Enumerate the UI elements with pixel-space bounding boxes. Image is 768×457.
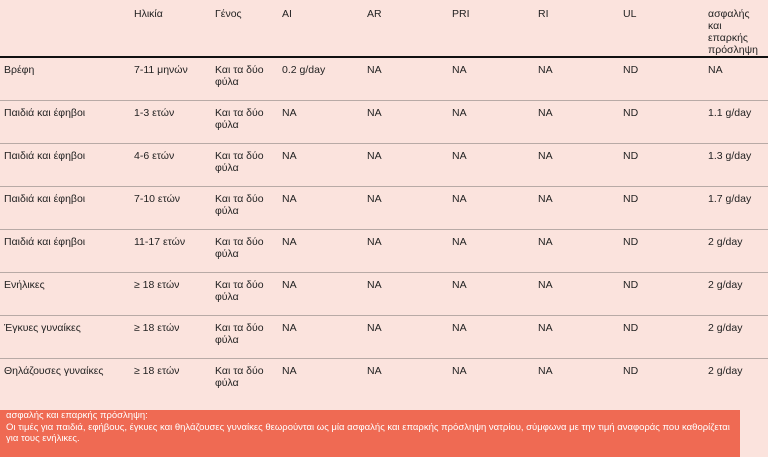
table-row [0, 272, 768, 315]
cell-pri: NA [452, 149, 467, 162]
table-row [0, 315, 768, 358]
cell-safe-intake: 2 g/day [708, 364, 743, 377]
cell-sex: Και τα δύο φύλα [215, 278, 264, 303]
cell-ul: ND [623, 235, 639, 248]
cell-ri: NA [538, 235, 553, 248]
cell-ar: NA [367, 106, 382, 119]
cell-pri: NA [452, 321, 467, 334]
cell-safe-intake: 2 g/day [708, 235, 743, 248]
column-header-ar: AR [367, 8, 382, 20]
cell-pri: NA [452, 235, 467, 248]
cell-ar: NA [367, 278, 382, 291]
cell-sex: Και τα δύο φύλα [215, 235, 264, 260]
cell-ri: NA [538, 364, 553, 377]
cell-group: Παιδιά και έφηβοι [4, 235, 86, 248]
column-header-pri: PRI [452, 8, 470, 20]
cell-sex: Και τα δύο φύλα [215, 106, 264, 131]
cell-ul: ND [623, 192, 639, 205]
cell-safe-intake: NA [708, 64, 723, 76]
cell-ai: NA [282, 321, 297, 334]
cell-safe-intake: 1.3 g/day [708, 149, 752, 162]
cell-group: Παιδιά και έφηβοι [4, 106, 86, 119]
cell-ai: NA [282, 235, 297, 248]
column-header-sex: Γένος [215, 8, 242, 20]
cell-group: Θηλάζουσες γυναίκες [4, 364, 104, 377]
cell-ul: ND [623, 149, 639, 162]
cell-safe-intake: 1.1 g/day [708, 106, 752, 119]
table-row [0, 100, 768, 143]
cell-pri: NA [452, 106, 467, 119]
cell-ar: NA [367, 235, 382, 248]
cell-ai: NA [282, 278, 297, 291]
column-header-safe-intake: ασφαλής και επαρκής πρόσληψη [708, 8, 758, 56]
table-row [0, 57, 768, 100]
cell-age: 4-6 ετών [134, 149, 175, 162]
cell-age: ≥ 18 ετών [134, 364, 180, 377]
cell-group: Έγκυες γυναίκες [4, 321, 81, 334]
cell-ar: NA [367, 64, 382, 76]
cell-age: 11-17 ετών [134, 235, 186, 248]
cell-safe-intake: 1.7 g/day [708, 192, 752, 205]
column-header-ul: UL [623, 8, 637, 20]
cell-pri: NA [452, 64, 467, 76]
cell-ul: ND [623, 106, 639, 119]
cell-ar: NA [367, 321, 382, 334]
table-header-row [0, 0, 768, 57]
cell-ri: NA [538, 149, 553, 162]
cell-pri: NA [452, 364, 467, 377]
cell-sex: Και τα δύο φύλα [215, 64, 264, 88]
cell-group: Παιδιά και έφηβοι [4, 149, 86, 162]
cell-group: Ενήλικες [4, 278, 45, 291]
footnote-title: ασφαλής και επαρκής πρόσληψη: [6, 410, 148, 421]
cell-safe-intake: 2 g/day [708, 321, 743, 334]
cell-sex: Και τα δύο φύλα [215, 321, 264, 346]
cell-age: ≥ 18 ετών [134, 278, 180, 291]
cell-group: Παιδιά και έφηβοι [4, 192, 86, 205]
cell-ul: ND [623, 64, 639, 76]
column-header-ai: AI [282, 8, 292, 20]
cell-pri: NA [452, 192, 467, 205]
column-header-group [0, 0, 130, 57]
cell-sex: Και τα δύο φύλα [215, 192, 264, 217]
cell-ar: NA [367, 149, 382, 162]
cell-ai: 0.2 g/day [282, 64, 326, 76]
table-row [0, 186, 768, 229]
cell-ri: NA [538, 106, 553, 119]
footnote-text: Οι τιμές για παιδιά, εφήβους, έγκυες και θηλάζουσες γυναίκες θεωρούνται ως μία ασφαλής και επαρκής πρόσληψη νατρίου, σύμφωνα με την τιμή αναφοράς που καθορίζεται για τους ενήλικες. [6, 421, 730, 444]
cell-ul: ND [623, 364, 639, 377]
cell-group: Βρέφη [4, 64, 35, 76]
table-row [0, 229, 768, 272]
cell-ri: NA [538, 192, 553, 205]
cell-sex: Και τα δύο φύλα [215, 149, 264, 174]
cell-pri: NA [452, 278, 467, 291]
cell-ri: NA [538, 321, 553, 334]
cell-ul: ND [623, 278, 639, 291]
footnote-box [0, 410, 740, 457]
cell-ar: NA [367, 364, 382, 377]
column-header-ri: RI [538, 8, 549, 20]
cell-age: 7-11 μηνών [134, 64, 188, 76]
cell-ai: NA [282, 149, 297, 162]
cell-age: 1-3 ετών [134, 106, 175, 119]
cell-ai: NA [282, 364, 297, 377]
column-header-age: Ηλικία [134, 8, 163, 20]
table-row [0, 358, 768, 401]
cell-ai: NA [282, 192, 297, 205]
cell-ai: NA [282, 106, 297, 119]
cell-safe-intake: 2 g/day [708, 278, 743, 291]
table-row [0, 143, 768, 186]
cell-ri: NA [538, 278, 553, 291]
cell-age: ≥ 18 ετών [134, 321, 180, 334]
table-body [0, 57, 768, 401]
cell-sex: Και τα δύο φύλα [215, 364, 264, 389]
cell-ar: NA [367, 192, 382, 205]
cell-age: 7-10 ετών [134, 192, 181, 205]
cell-ri: NA [538, 64, 553, 76]
cell-ul: ND [623, 321, 639, 334]
